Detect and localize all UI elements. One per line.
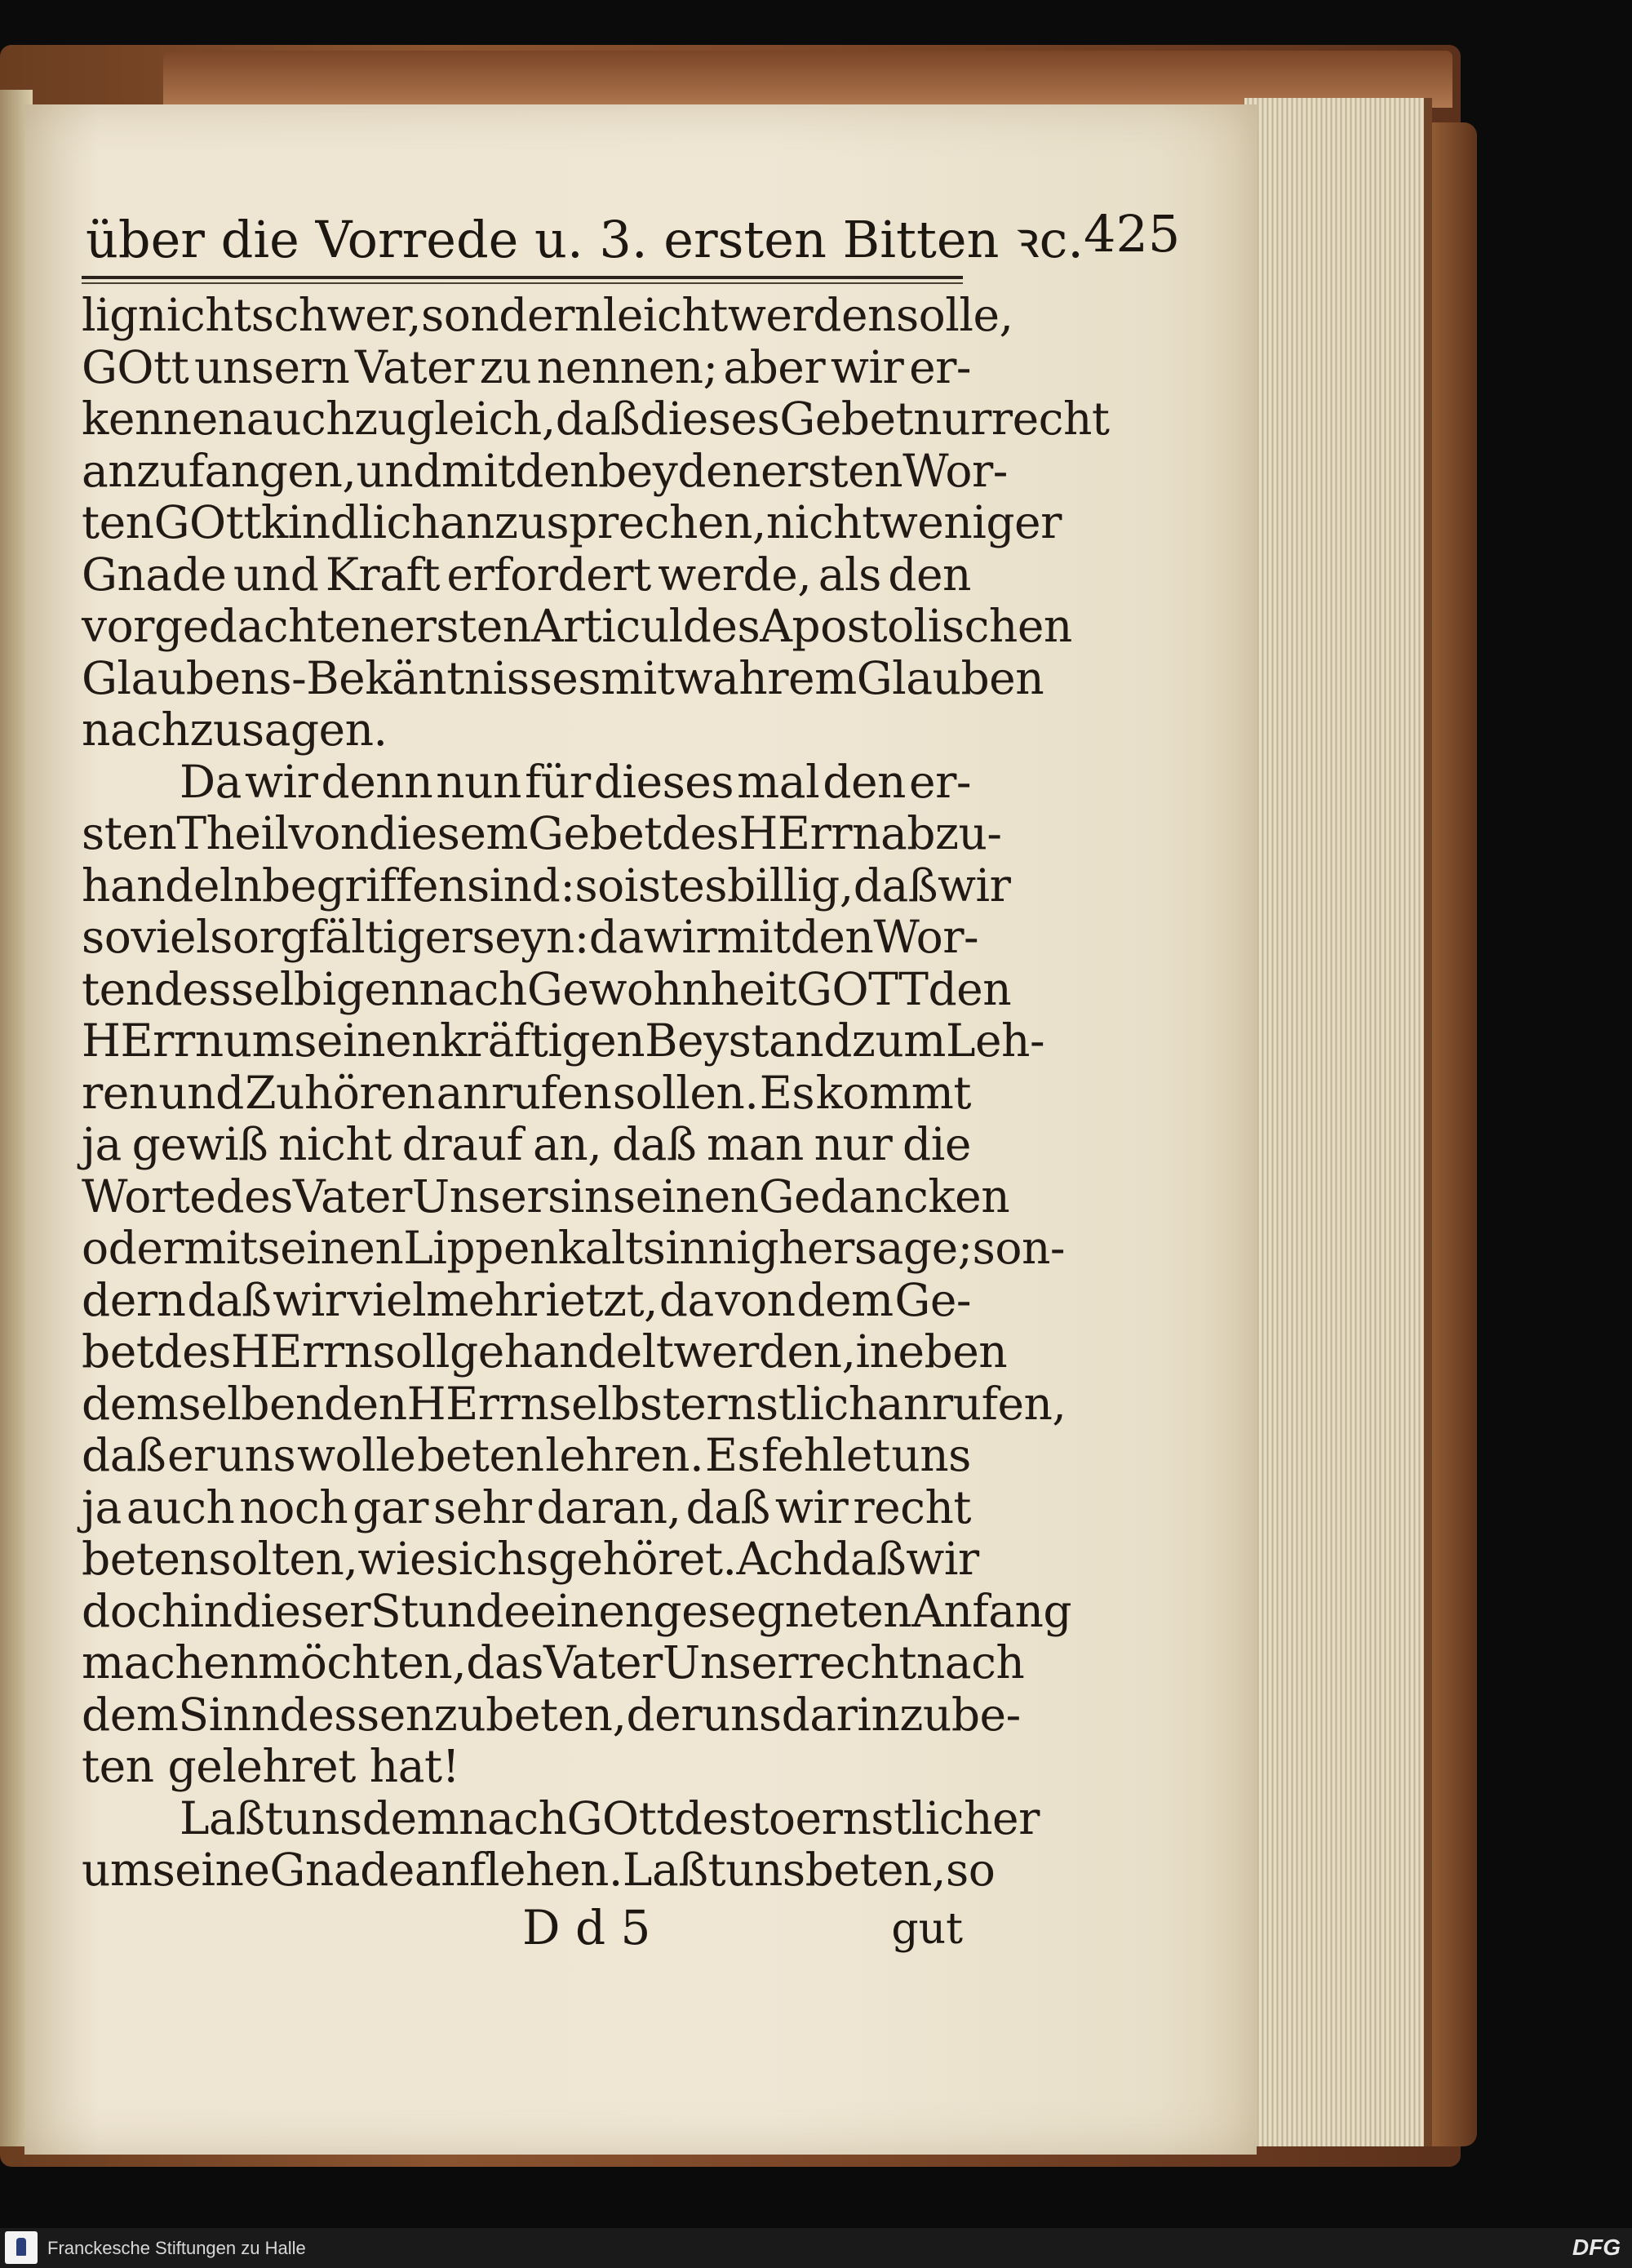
- text-line: handeln begriffen sind: so ist es billig, daß wir: [82, 859, 1011, 912]
- text-line: Da wir denn nun für dieses mal den er-: [180, 755, 971, 808]
- running-header: [86, 204, 1181, 273]
- body-text: [82, 289, 1110, 1897]
- text-line: vor gedachten ersten Articul des Apostolischen: [82, 600, 1072, 652]
- signature-mark: D d 5: [522, 1900, 651, 1955]
- text-line: ten gelehret hat!: [82, 1740, 460, 1792]
- text-line: anzufangen, und mit den beyden ersten Wor-: [82, 444, 1008, 497]
- dfg-logo: DFG: [1572, 2235, 1621, 2260]
- text-line: so viel sorgfältiger seyn: da wir mit den Wor-: [82, 911, 979, 963]
- text-line: dem Sinn dessen zu beten, der uns darin zu be-: [82, 1688, 1021, 1741]
- text-line: doch in dieser Stunde einen gesegneten Anfang: [82, 1584, 1072, 1637]
- institution-logo-icon: [5, 2231, 38, 2264]
- text-line: Laßt uns demnach GOtt desto ernstlicher: [180, 1791, 1040, 1844]
- text-line: nachzusagen.: [82, 703, 388, 756]
- text-line: demselben den HErrn selbst ernstlich anrufen,: [82, 1377, 1067, 1430]
- text-line: daß er uns wolle beten lehren. Es fehlet uns: [82, 1429, 971, 1481]
- text-line: machen möchten, das Vater Unser recht nach: [82, 1636, 1025, 1689]
- header-rule-thin: [82, 282, 963, 284]
- text-line: Glaubens-Bekäntnisses mit wahrem Glauben: [82, 651, 1044, 704]
- header-rule: [82, 276, 963, 279]
- text-line: ja gewiß nicht drauf an, daß man nur die: [82, 1118, 971, 1170]
- institution-name: Franckesche Stiftungen zu Halle: [47, 2238, 306, 2258]
- text-line: Worte des Vater Unsers in seinen Gedancken: [82, 1170, 1010, 1223]
- text-line: oder mit seinen Lippen kaltsinnig hersage; son-: [82, 1222, 1066, 1274]
- page-footer: [82, 1900, 963, 1957]
- text-line: ten GOtt kindlich anzusprechen, nicht weniger: [82, 496, 1062, 548]
- catchword: gut: [891, 1905, 963, 1954]
- page-number: 425: [1084, 204, 1181, 264]
- text-line: beten solten, wie sichs gehöret. Ach daß wir: [82, 1533, 979, 1585]
- text-line: sten Theil von diesem Gebet des HErrn abzu-: [82, 807, 1002, 859]
- text-line: GOtt unsern Vater zu nennen; aber wir er-: [82, 340, 971, 393]
- text-line: Gnade und Kraft erfordert werde, als den: [82, 548, 971, 601]
- text-line: lig nicht schwer, sondern leicht werden solle,: [82, 289, 1013, 341]
- text-line: ten desselbigen nach Gewohnheit GOTT den: [82, 962, 1012, 1015]
- text-line: ren und Zuhören anrufen sollen. Es kommt: [82, 1066, 971, 1119]
- text-line: ja auch noch gar sehr daran, daß wir recht: [82, 1480, 971, 1533]
- viewer-footer-bar: [0, 2228, 1632, 2268]
- text-line: um seine Gnade anflehen. Laßt uns beten, so: [82, 1844, 996, 1896]
- text-line: bet des HErrn soll gehandelt werden, in eben: [82, 1325, 1008, 1378]
- text-line: kennen auch zugleich, daß dieses Gebet nur recht: [82, 393, 1110, 445]
- text-line: HErrn um seinen kräftigen Beystand zum Leh-: [82, 1014, 1045, 1067]
- text-line: dern daß wir vielmehr ietzt, da von dem Ge-: [82, 1273, 971, 1326]
- page-edges: [1244, 98, 1432, 2146]
- running-title: über die Vorrede u. 3. ersten Bitten ꝛc.: [86, 210, 1084, 269]
